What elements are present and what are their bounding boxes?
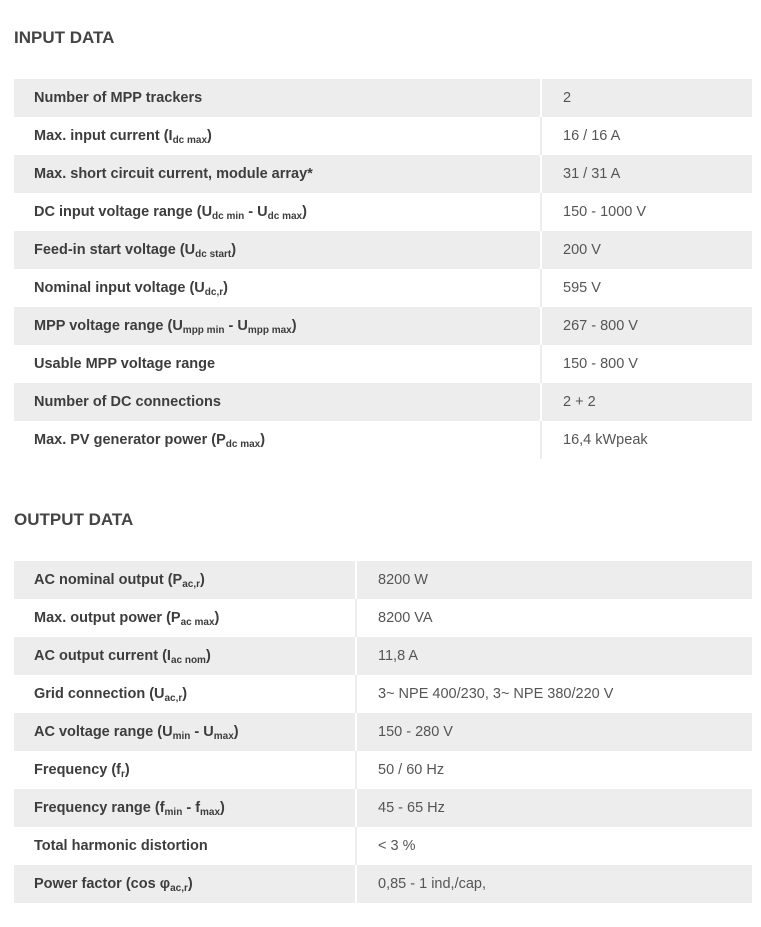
spec-value: 8200 W: [356, 561, 752, 599]
input-data-table: [14, 79, 752, 459]
spec-label: AC output current $(I_{ac nom})$: [14, 637, 356, 675]
spec-label: Nominal input voltage $(U_{dc,r})$: [14, 269, 541, 307]
table-row: [14, 421, 752, 459]
table-row: [14, 117, 752, 155]
table-row: [14, 307, 752, 345]
spec-value: 45 - 65 Hz: [356, 789, 752, 827]
spec-value: 2: [541, 79, 752, 117]
spec-value: 16 / 16 A: [541, 117, 752, 155]
spec-label: Frequency $(f_r)$: [14, 751, 356, 789]
spec-value: 16,4 kWpeak: [541, 421, 752, 459]
spec-label: Frequency range $(f_{min} - f_{max})$: [14, 789, 356, 827]
spec-value: 8200 VA: [356, 599, 752, 637]
table-row: [14, 713, 752, 751]
table-row: [14, 193, 752, 231]
spec-label: Number of DC connections: [14, 383, 541, 421]
spec-label: Grid connection $(U_{ac,r})$: [14, 675, 356, 713]
spec-label: Usable MPP voltage range: [14, 345, 541, 383]
table-row: [14, 789, 752, 827]
spec-value: 0,85 - 1 ind,/cap,: [356, 865, 752, 903]
spec-label: Max. output power $(P_{ac max})$: [14, 599, 356, 637]
table-row: [14, 383, 752, 421]
spec-label: Max. input current $(I_{dc max})$: [14, 117, 541, 155]
spec-label: Number of MPP trackers: [14, 79, 541, 117]
table-row: [14, 561, 752, 599]
spec-label: Max. PV generator power $(P_{dc max})$: [14, 421, 541, 459]
spec-label: AC voltage range $(U_{min} - U_{max})$: [14, 713, 356, 751]
spec-label: MPP voltage range $(U_{mpp min} - U_{mpp max})$: [14, 307, 541, 345]
spec-value: 3~ NPE 400/230, 3~ NPE 380/220 V: [356, 675, 752, 713]
spec-value: 31 / 31 A: [541, 155, 752, 193]
table-row: [14, 599, 752, 637]
spec-value: 150 - 800 V: [541, 345, 752, 383]
table-row: [14, 865, 752, 903]
table-row: [14, 751, 752, 789]
spec-value: 150 - 1000 V: [541, 193, 752, 231]
spec-value: 50 / 60 Hz: [356, 751, 752, 789]
table-row: [14, 231, 752, 269]
table-row: [14, 155, 752, 193]
spec-label: Total harmonic distortion: [14, 827, 356, 865]
input-data-title: INPUT DATA: [14, 28, 115, 47]
spec-label: AC nominal output $(P_{ac,r})$: [14, 561, 356, 599]
table-row: [14, 345, 752, 383]
spec-label: DC input voltage range $(U_{dc min} - U_{dc max})$: [14, 193, 541, 231]
spec-value: 2 + 2: [541, 383, 752, 421]
table-row: [14, 637, 752, 675]
table-row: [14, 269, 752, 307]
spec-value: < 3 %: [356, 827, 752, 865]
table-row: [14, 675, 752, 713]
output-data-table: [14, 561, 752, 903]
spec-value: 595 V: [541, 269, 752, 307]
spec-label: Feed-in start voltage $(U_{dc start})$: [14, 231, 541, 269]
spec-value: 267 - 800 V: [541, 307, 752, 345]
spec-value: 150 - 280 V: [356, 713, 752, 751]
spec-label: Power factor (cos $\varphi_{ac,r}$): [14, 865, 356, 903]
spec-value: 200 V: [541, 231, 752, 269]
spec-label: Max. short circuit current, module array*: [14, 155, 541, 193]
output-data-title: OUTPUT DATA: [14, 510, 134, 529]
table-row: [14, 827, 752, 865]
spec-value: 11,8 A: [356, 637, 752, 675]
table-row: [14, 79, 752, 117]
